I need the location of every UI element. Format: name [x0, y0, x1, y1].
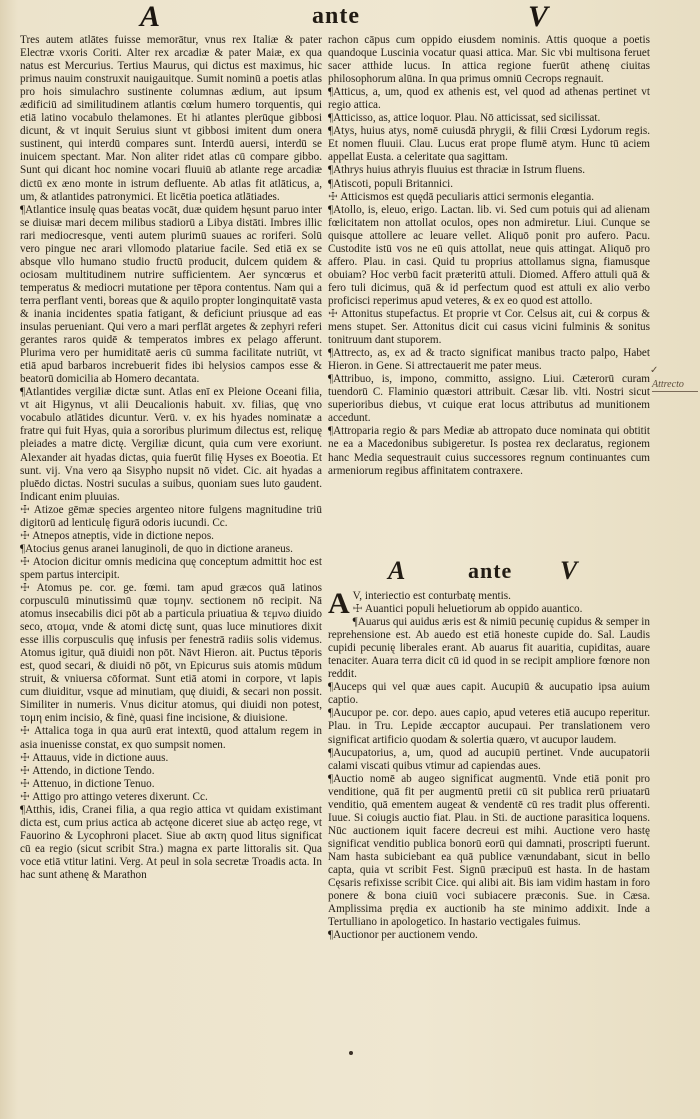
entry-paragraph: ¶Aucupor pe. cor. depo. aues capio, apud veteres etiā aucupo reperitur. Plau. in Tru. Lepide æccaptor aucupaui. Per translationem vero significat artificio quodam & solertia quæro, vt aucupor laudem. — [328, 707, 650, 746]
entry-paragraph: Tres autem atlātes fuisse memorātur, vnus rex Italiæ & pater Electræ vxoris Coriti. Alter rex arcadiæ & pater Maiæ, ex qua natus est Mercurius. Tertius Maurus, qui dictus est maximus, hic primus nauim construxit nauigauitque. Sumit nominū a poetis atlas pro hois simulachro sustinente columnas ædium, aut ipsum ædificiū ad similitudinem atlantis cœlum humero torquentis, qui etiā latino vocabulo thelamones. Et hi atlantes plerūque gibbosi dicunt, & vt inquit Seruius siunt vt gibbosi imitent dum onera sustinent, qui interdū compares sunt. Interdū auersi, interdū se inuicem spectant. Mar. Non aliter ridet atlas cū compare gibbo. Sunt qui dicant hoc nomine vocari fluuiū ab atlante rege arcadiæ dictū ex æno monte in istrum defluente. Ab atlas fit atlāticus, a, um, & atlantides patronymici. Et licētia poetica atlātiades. — [20, 34, 322, 203]
entry-paragraph: ☩ Attalica toga in qua aurū erat intextū, quod attalum regem in asia inuenisse constat, ex quo sumpsit nomen. — [20, 725, 322, 751]
entry-paragraph: ¶Atticus, a, um, quod ex athenis est, vel quod ad athenas pertinet vt regio attica. — [328, 86, 650, 112]
entry-paragraph: ¶Attroparia regio & pars Mediæ ab attropato duce nominata qui obtitit ne ea a Macedonibus subigeretur. Is postea rex declaratus, regionem hanc Media sequestrauit cuius successores regnum continuantes cum armeniorum regibus affinitatem contraxere. — [328, 425, 650, 477]
page-header — [0, 0, 700, 33]
entry-paragraph: ¶Atollo, is, eleuo, erigo. Lactan. lib. vi. Sed cum potuis qui ad alienam fœlicitatem non attollat oculos, opes non admiretur. Liui. Cunque se quisque attollere ac leuare vellet. Aliquō ponit pro aufero. Pacu. Custodite istū vos ne eū quis attollat, neue quis attingat. Aliquō pro affero. Plau. in casi. Quid tu proprius attollamus signa, fiamusque obuiam? Hoc verbū facit præteritū attuli. Diomed. Affero attuli quā & fero tuli dicimus, quā & id perfectum quod est attuli ex alio verbo proficisci reperimus apud veteres, & ex eo quod est attollo. — [328, 203, 650, 307]
section-header — [328, 556, 650, 590]
entry-av-text: V, interiectio est conturbatę mentis. — [352, 590, 511, 602]
header-initial-left: A — [140, 0, 161, 33]
entry-paragraph: ☩ Auantici populi heluetiorum ab oppido auantico. — [352, 603, 583, 616]
entry-paragraph: ¶Auctionor per auctionem vendo. — [328, 929, 478, 942]
entry-paragraph: ¶Attribuo, is, impono, committo, assigno. Liui. Cæterorū curam tuendorū C. Flaminio quæstori attribuit. Cæsar lib. vlti. Nostri sicut superioribus diebus, vt cuique erat locus attributus ad munitionem accedunt. — [328, 373, 650, 425]
right-column-top — [328, 34, 650, 542]
section-word: ante — [468, 558, 513, 583]
entry-paragraph: ¶Athrys huius athryis fluuius est thraciæ in Istrum fluens. — [328, 164, 586, 177]
left-column — [20, 34, 322, 1044]
entry-paragraph: ☩ Atticismos est quędā peculiaris attici sermonis elegantia. — [328, 190, 595, 203]
entry-paragraph: ☩ Atnepos atneptis, vide in dictione nepos. — [20, 529, 214, 542]
entry-paragraph: ☩ Attenuo, in dictione Tenuo. — [20, 777, 155, 790]
entry-paragraph: ☩ Attauus, vide in dictione auus. — [20, 751, 169, 764]
section-initial-left: A — [388, 556, 406, 585]
entry-paragraph: ¶Atthis, idis, Cranei filia, a qua regio attica vt quidam existimant dicta est, cum prius actica ab actęone diceret siue ab actęo rege, vt Fauorino & Lycophroni placet. Siue ab ακτη quod litus significat cū ea regio (sicut scribit Stra.) magna ex parte littoralis sit. Qua voce etiā vtitur latini. Verg. At peul in sola secretæ Troadis acta. In hac sunt athenę & Marathon — [20, 803, 322, 881]
header-initial-right: V — [528, 0, 549, 33]
entry-paragraph: ☩ Atocion dicitur omnis medicina quę conceptum admittit hoc est spem partus intercipit. — [20, 555, 322, 581]
entry-paragraph: ¶Aucupatorius, a, um, quod ad aucupiū pertinet. Vnde aucupatorii calami viscati quibus vtimur ad capiendas aues. — [328, 746, 650, 772]
ink-speck — [349, 1051, 353, 1055]
drop-cap: A — [328, 590, 350, 620]
entry-paragraph: ¶Attrecto, as, ex ad & tracto significat manibus tracto palpo, Habet Hieron. in Gene. Si attrectauerit me pater meus. — [328, 347, 650, 373]
section-initial-right: V — [560, 556, 578, 585]
entry-paragraph: ¶Auarus qui auidus æris est & nimiū pecunię cupidus & semper in reprehensione est. Ab auedo est etiā honeste cupide do. Sal. Laudis cupidi pecunię liberales erant. Ab auarus fit auaritia, cupiditas, auare tenaciter. Auara terra dicit cū id quod in se recipit ampliore fœnore non reddit. — [328, 616, 650, 681]
margin-check-mark: ✓ — [650, 365, 659, 376]
entry-paragraph: ¶Atlantice insulę quas beatas vocāt, duæ quidem hęsunt paruo inter se diuisæ mari decem milibus stadiorū a Libya distāti. Imbres illic rari mediocresque, venti autem plurimū suaues ac roriferi. Solū vero pingue nec arari vllomodo platariue facile. Sed etiā ex se absque vllo humano studio fructū producit, dulcem quidem & ociosam multitudinem nutrire sufficientem. Aer syncœrus et temperatus & mediocri mutatione per tēpora contentus. Nam qui a terra perflant venti, boreas que & aquilo propter longinquitatē vasta & inania incidentes spatia fatigant, & deficiunt priusque ad eas insulas perueniant. Qui vero a mari perflāt argetes & zephyri referi gerantes raros quidē & temperatos imbres ex pelago afferunt. Plurima vero per humiditatē aeris cū summa facilitate nutriūt, vt etiā apud barbaros increbuerit fides ibi helysios campos esse & beatorū domicilia ab Homero decantata. — [20, 203, 322, 386]
entry-paragraph: ¶Auceps qui vel quæ aues capit. Aucupiū & aucupatio ipsa auium captio. — [328, 681, 650, 707]
entry-paragraph: ¶Auctio nomē ab augeo significat augmentū. Vnde etiā ponit pro venditione, quā fit per augmentū pretii cū sit publica rerū priuatarū venditio, quā ementem augeat & vendentē cū res tradit plus offerenti. Iuue. Si coiugis auctio fiat. Plau. in Sti. de auctione parasitica loquens. Nūc auctionem iquit facere decreui est mihi. Auctione vero hastę significat venditio publica bonorū eorū qui damnati, proscripti fuerunt. Nam hasta subiciebant ea quā publice vænundabant, sicut in bello capta, quia vt scribit Fest. Signū præcipuū est hasta. In de hastam Cęsaris refixisse scribit Cice. qui alibi ait. Bis iam vidim hastam in foro ponere & bona ciuiū voci subiacere præconis. Sue. in Cæsa. Amplissima prędia ex auctionib ha ste minimo addixit. Inde a Tertulliano in apologetico. In hastario vectigales fuimus. — [328, 772, 650, 929]
entry-paragraph: ¶Atys, huius atys, nomē cuiusdā phrygii, & filii Crœsi Lydorum regis. Et nomen fluuii. Clau. Lucus erat prope flumē atym. Hunc tū aciem appellat Eusta. a celeritate qua sagittam. — [328, 125, 650, 164]
margin-annotation: Attrecto — [652, 379, 698, 392]
entry-paragraph: ¶Atiscoti, populi Britannici. — [328, 177, 454, 190]
entry-paragraph: ☩ Atizoe gēmæ species argenteo nitore fulgens magnitudine triū digitorū ad lenticulę figurā odoris iucundi. Cc. — [20, 503, 322, 529]
entry-paragraph: ☩ Attigo pro attingo veteres dixerunt. Cc. — [20, 790, 208, 803]
entry-paragraph: ☩ Atomus pe. cor. ge. fœmi. tam apud græcos quā latinos corpusculū minutissimū quæ τομηv. sectionem nō recipit. Nā atomus insecabilis dici pōt ab a particula priuatiua & τεμνω diuido seco, ατομα, vnde & atomi dictę sunt, quas luce minutiores dixit esse illis corpusculis quę infusis per fenestrā radiis solis videmus. Atomus igitur, quā diuidi non pōt. Nāvt Hieron. ait. Puctus tēporis est, quod secari, & diuidi nō pōt, vn Epicurus suis atomis mūdum struit, & vniuersa cōformat. Sunt etiā atomi in corpore, vt lapis cum diuiditur, vsque ad minutiam, quę diuidi, & secari non possit. Similiter in numeris. Vnus dicitur atomus, qui diuidi non potest, τομη enim incisio, & finė, quasi fine incisione, & diuisione. — [20, 581, 322, 725]
entry-paragraph: ☩ Attonitus stupefactus. Et proprie vt Cor. Celsus ait, cui & corpus & mens stupet. Ser. Attonitus dicit cui casus vicini fulminis & sonitus tonitruum dant stuporem. — [328, 307, 650, 347]
entry-paragraph: ¶Atlantides vergiliæ dictæ sunt. Atlas enī ex Pleione Oceani filia, vt ait Higynus, vt alii Deucalionis habuit. xv. filias, quę vno vocabulo atlātides dicuntur. Verū. v. ex his hyades nominatæ a fratre qui fuit Hyas, quia a sororibus plurimum dilectus est, reliquę pleiades a matre dictę. Vergiliæ dicunt, quia cum vere exoriunt. Alexander ait hyadas dictas, quia fuerūt filię Hyses ex Boeotia. Et sunt. vij. Vna vero ąa Sisypho nupsit nō videt. Cic. ait hyadas a pluēdo dictas. Nostri suculas a suibus, quoniam sues luto gaudent. Indicant enim pluuias. — [20, 386, 322, 503]
entry-paragraph: rachon cāpus cum oppido eiusdem nominis. Attis quoque a poetis quandoque Luscinia vocatur quasi attica. Mar. Sic vbi multisona feruet sacer atthide lucus. In attica regione fuerūt athenę ciuitas philosophorum alūna. In qua primus omniū Cecrops regnauit. — [328, 34, 650, 86]
entry-paragraph: ¶Atocius genus aranei lanuginoli, de quo in dictione araneus. — [20, 542, 293, 555]
entry-paragraph: ¶Atticisso, as, attice loquor. Plau. Nō atticissat, sed sicilissat. — [328, 112, 601, 125]
right-column-bottom — [328, 590, 650, 1045]
header-word: ante — [312, 3, 360, 29]
entry-paragraph: ☩ Attendo, in dictione Tendo. — [20, 764, 155, 777]
